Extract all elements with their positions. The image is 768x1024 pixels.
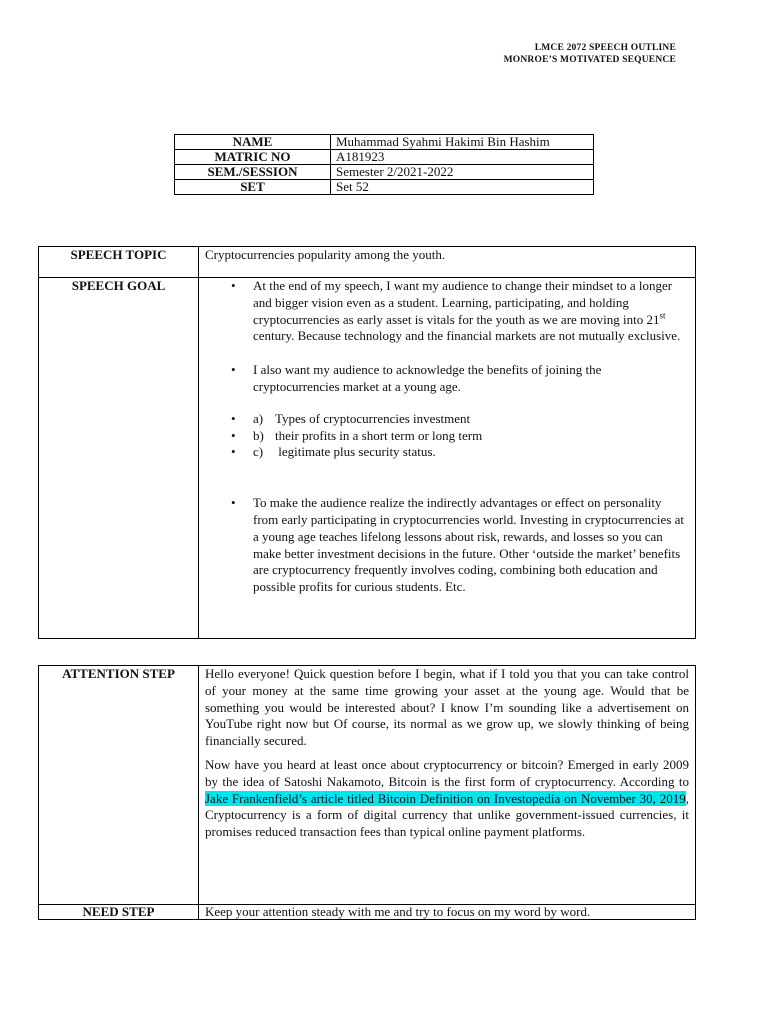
goal-bullet-3-text: To make the audience realize the indirectly advantages or effect on personality from early participating in cryptocurrencies world. Investing in cryptocurrencies at a young age teaches lifelong lessons about risk, rewards, and losses so you can make better investment decisions in the future. Other ‘outside the market’ benefits are cryptocurrency frequently involves coding, combining both education and possible profits for curious students. Etc.	[253, 495, 685, 595]
topic-goal-table	[38, 246, 696, 639]
attention-paragraph-2	[205, 757, 689, 841]
info-value: Set 52	[331, 180, 594, 195]
document-header	[504, 42, 676, 66]
info-label: MATRIC NO	[175, 150, 331, 165]
info-row-name	[175, 135, 594, 150]
goal-bullet-3	[253, 495, 689, 596]
info-value: A181923	[331, 150, 594, 165]
goal-sub-item	[253, 428, 689, 445]
attention-p2-text-a: Now have you heard at least once about cryptocurrency or bitcoin? Emerged in early 2009 by the idea of Satoshi Nakamoto, Bitcoin is the first form of cryptocurrency. According to	[205, 756, 689, 789]
info-value: Muhammad Syahmi Hakimi Bin Hashim	[331, 135, 594, 150]
info-label: SEM./SESSION	[175, 165, 331, 180]
info-row-session	[175, 165, 594, 180]
goal-sub-list	[253, 411, 689, 461]
info-row-matric	[175, 150, 594, 165]
info-label: NAME	[175, 135, 331, 150]
goal-row	[39, 278, 696, 639]
attention-content	[199, 666, 696, 905]
sub-item-marker: b)	[253, 427, 264, 443]
goal-sub-item	[253, 411, 689, 428]
info-value: Semester 2/2021-2022	[331, 165, 594, 180]
header-course-title: LMCE 2072 SPEECH OUTLINE	[534, 43, 676, 53]
steps-table	[38, 665, 696, 920]
goal-bullet-1	[253, 278, 689, 345]
attention-paragraph-1: Hello everyone! Quick question before I begin, what if I told you that you can take control of your money at the same time growing your asset at the young age. Would that be something you would be interested about? I know I’m sounding like a advertisement on YouTube right now but Of course, its normal as we grow up, we slowly thinking of being financially secured.	[205, 666, 689, 749]
topic-text: Cryptocurrencies popularity among the youth.	[199, 247, 696, 278]
need-label: NEED STEP	[39, 905, 199, 920]
sub-item-text: Types of cryptocurrencies investment	[275, 410, 471, 426]
need-text: Keep your attention steady with me and try to focus on my word by word.	[199, 905, 696, 920]
student-info-table	[174, 134, 594, 195]
topic-row	[39, 247, 696, 278]
topic-label: SPEECH TOPIC	[39, 247, 199, 278]
goal-sub-item	[253, 444, 689, 461]
sub-item-text: legitimate plus security status.	[275, 444, 436, 460]
goal-bullet-1-sup: st	[659, 310, 666, 321]
info-row-set	[175, 180, 594, 195]
goal-label: SPEECH GOAL	[39, 278, 199, 639]
goal-list	[205, 278, 689, 596]
citation-highlight: Jake Frankenfield’s article titled Bitcoin Definition on Investopedia on November 30, 2019	[205, 790, 686, 806]
attention-p2-text-b: , Cryptocurrency is a form of digital currency that unlike government-issued currencies, it promises reduced transaction fees than typical online payment platforms.	[205, 790, 689, 840]
sub-item-text: their profits in a short term or long term	[275, 427, 483, 443]
need-row	[39, 905, 696, 920]
header-sequence-title: MONROE’S MOTIVATED SEQUENCE	[503, 55, 676, 65]
goal-bullet-1-text-a: At the end of my speech, I want my audience to change their mindset to a longer and bigger vision even as a student. Learning, participating, and holding cryptocurrencies as early asset is vitals for the youth as we are moving into 21	[253, 278, 673, 327]
sub-item-marker: a)	[253, 410, 264, 426]
attention-row	[39, 666, 696, 905]
goal-bullet-2-text: I also want my audience to acknowledge the benefits of joining the cryptocurrencies market at a young age.	[253, 362, 602, 394]
sub-item-marker: c)	[253, 444, 264, 460]
goal-bullet-2	[253, 362, 689, 461]
attention-label: ATTENTION STEP	[39, 666, 199, 905]
info-label: SET	[175, 180, 331, 195]
goal-bullet-1-text-b: century. Because technology and the financial markets are not mutually exclusive.	[253, 328, 681, 344]
goal-content	[199, 278, 696, 639]
